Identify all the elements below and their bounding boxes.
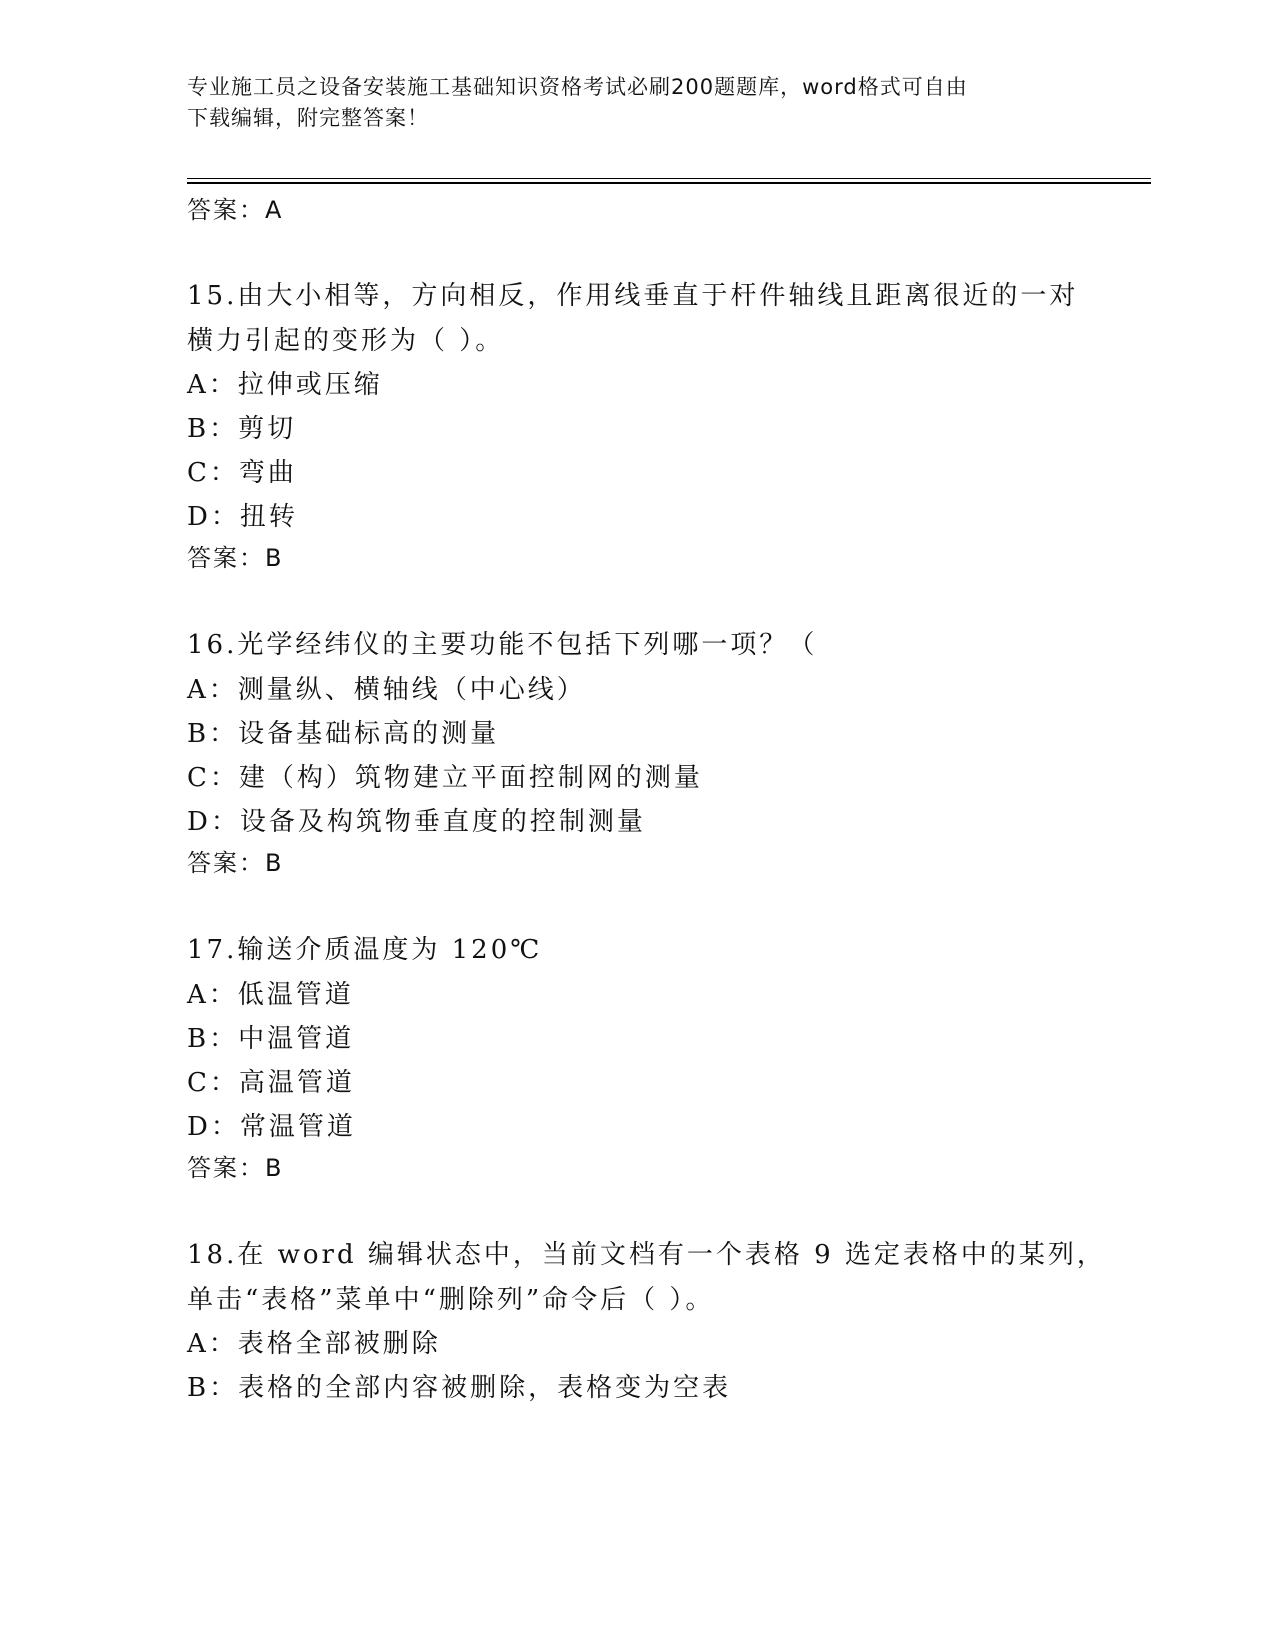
option-b: B：表格的全部内容被删除，表格变为空表 [187, 1373, 732, 1403]
header-line-1: 专业施工员之设备安装施工基础知识资格考试必刷200题题库，word格式可自由 [187, 75, 968, 99]
answer-label: 答案： [187, 1154, 265, 1182]
question-text-line-2: 单击“表格”菜单中“删除列”命令后（ ）。 [187, 1285, 715, 1315]
header-rule-thin [187, 178, 1151, 179]
question-text-line-1: 18.在 word 编辑状态中，当前文档有一个表格 9 选定表格中的某列， [187, 1240, 1106, 1270]
option-a: A：测量纵、横轴线（中心线） [187, 675, 586, 705]
answer-value: A [265, 196, 282, 224]
answer-label: 答案： [187, 196, 265, 224]
option-c: C：建（构）筑物建立平面控制网的测量 [187, 763, 703, 793]
question-15 [187, 274, 1078, 364]
question-text-line-1: 17.输送介质温度为 120℃ [187, 935, 543, 965]
header-rule-thick [187, 182, 1151, 184]
option-c: C：高温管道 [187, 1068, 355, 1098]
header-line-2: 下载编辑，附完整答案！ [187, 106, 429, 130]
answer-value: B [265, 849, 282, 877]
question-text-line-2: 横力引起的变形为（ ）。 [187, 326, 505, 356]
answer-17 [187, 1153, 281, 1183]
answer-value: B [265, 544, 282, 572]
option-d: D：设备及构筑物垂直度的控制测量 [187, 807, 646, 837]
question-text-line-1: 16.光学经纬仪的主要功能不包括下列哪一项？（ [187, 630, 818, 660]
answer-15 [187, 543, 281, 573]
option-d: D：扭转 [187, 502, 298, 532]
option-c: C：弯曲 [187, 458, 297, 488]
question-17 [187, 928, 542, 973]
option-a: A：低温管道 [187, 980, 354, 1010]
answer-value: B [265, 1154, 282, 1182]
option-d: D：常温管道 [187, 1112, 356, 1142]
option-a: A：拉伸或压缩 [187, 370, 383, 400]
page-header [187, 72, 1087, 134]
question-18 [187, 1233, 1106, 1323]
answer-label: 答案： [187, 849, 265, 877]
option-b: B：设备基础标高的测量 [187, 719, 500, 749]
option-a: A：表格全部被删除 [187, 1329, 441, 1359]
answer-label: 答案： [187, 544, 265, 572]
question-16 [187, 623, 817, 668]
question-text-line-1: 15.由大小相等，方向相反，作用线垂直于杆件轴线且距离很近的一对 [187, 281, 1079, 311]
answer-14 [187, 195, 281, 225]
option-b: B：剪切 [187, 414, 297, 444]
option-b: B：中温管道 [187, 1024, 355, 1054]
answer-16 [187, 848, 281, 878]
